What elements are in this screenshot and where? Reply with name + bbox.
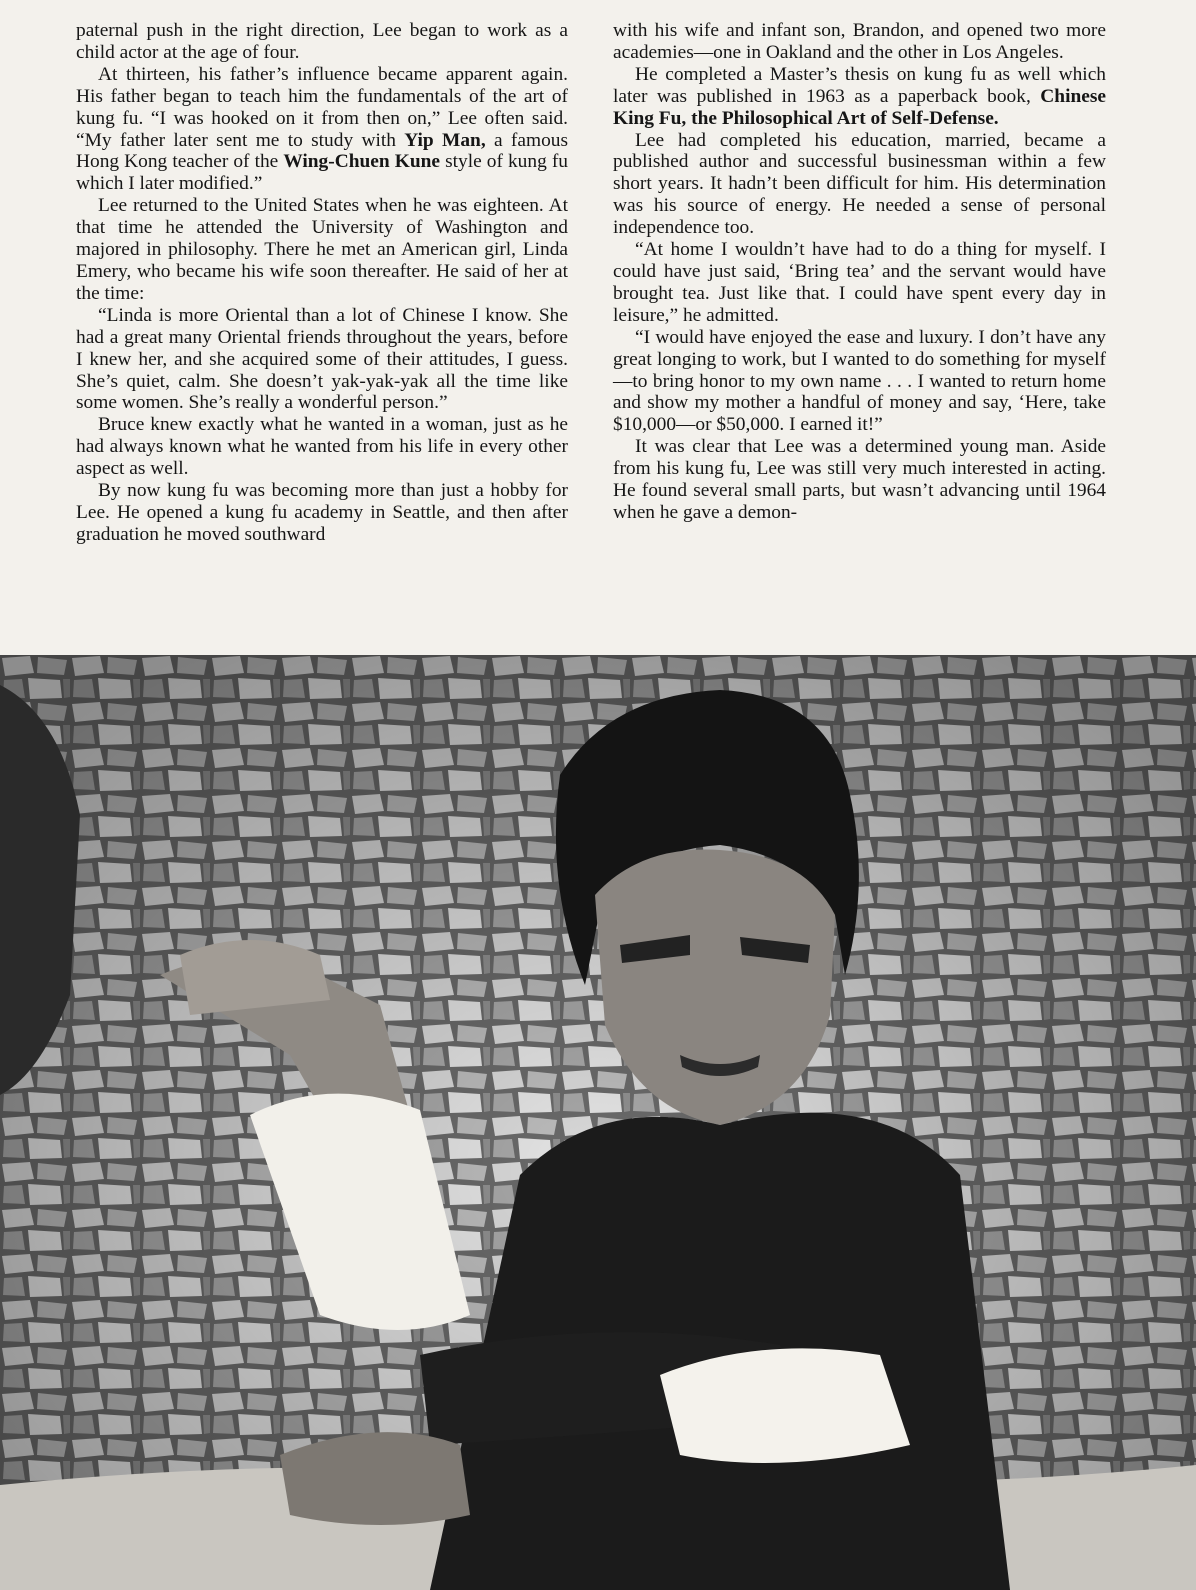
- bold-term: Yip Man,: [404, 129, 486, 151]
- article-paragraph: [76, 195, 568, 305]
- article-paragraph: [613, 239, 1106, 327]
- bold-term: Chinese King Fu, the Philosophical Art of Self-Defense.: [613, 85, 1106, 129]
- paragraph-text: with his wife and infant son, Brandon, and opened two more academies—one in Oakland and the other in Los Angeles.: [613, 20, 1106, 63]
- paragraph-text: a famous Hong Kong teacher of the: [76, 129, 568, 173]
- article-paragraph: [613, 327, 1106, 437]
- paragraph-text: “I would have enjoyed the ease and luxury. I don’t have any great longing to work, but I wanted to do something for myself—to bring honor to my own name . . . I wanted to return home and show my mother a handful of money and say, ‘Here, take $10,000—or $50,000. I earned it!”: [613, 326, 1106, 436]
- paragraph-text: By now kung fu was becoming more than just a hobby for Lee. He opened a kung fu academy in Seattle, and then after graduation he moved southward: [76, 480, 568, 545]
- article-paragraph: [613, 64, 1106, 130]
- paragraph-text: paternal push in the right direction, Lee began to work as a child actor at the age of four.: [76, 20, 568, 63]
- paragraph-text: Bruce knew exactly what he wanted in a woman, just as he had always known what he wanted from his life in every other aspect as well.: [76, 414, 568, 480]
- article-paragraph: [613, 130, 1106, 240]
- article-paragraph: [613, 20, 1106, 64]
- article-paragraph: [76, 64, 568, 195]
- article-column-left: [76, 20, 568, 546]
- paragraph-text: “Linda is more Oriental than a lot of Chinese I know. She had a great many Oriental friends throughout the years, before I knew her, and she acquired some of their attitudes, I guess. She’s quiet, calm. She doesn’t yak-yak-yak all the time like some women. She’s really a wonderful person.”: [76, 304, 568, 414]
- article-paragraph: [76, 305, 568, 415]
- article-paragraph: [76, 480, 568, 546]
- bold-term: Wing-Chuen Kune: [283, 151, 440, 173]
- paragraph-text: Lee had completed his education, married, became a published author and successful businessman within a few short years. It hadn’t been difficult for him. His determination was his source of energy. He needed a sense of personal independence too.: [613, 129, 1106, 239]
- article-paragraph: [613, 436, 1106, 524]
- paragraph-text: Lee returned to the United States when he was eighteen. At that time he attended the University of Washington and majored in philosophy. There he met an American girl, Linda Emery, who became his wife soon thereafter. He said of her at the time:: [76, 195, 568, 304]
- photo-illustration: [0, 655, 1196, 1590]
- article-paragraph: [76, 20, 568, 64]
- paragraph-text: It was clear that Lee was a determined young man. Aside from his kung fu, Lee was still very much interested in acting. He found several small parts, but wasn’t advancing until 1964 when he gave a demon-: [613, 436, 1106, 523]
- article-column-right: [613, 20, 1106, 524]
- article-photo: [0, 655, 1196, 1590]
- paragraph-text: He completed a Master’s thesis on kung fu as well which later was published in 1963 as a paperback book,: [613, 63, 1106, 107]
- paragraph-text: style of kung fu which I later modified.”: [76, 151, 568, 195]
- paragraph-text: “At home I wouldn’t have had to do a thing for myself. I could have just said, ‘Bring tea’ and the servant would have brought tea. Just like that. I could have spent every day in leisure,” he admitted.: [613, 239, 1106, 326]
- article-paragraph: [76, 414, 568, 480]
- paragraph-text: At thirteen, his father’s influence became apparent again. His father began to teach him the fundamentals of the art of kung fu. “I was hooked on it from then on,” Lee often said. “My father later sent me to study with: [76, 63, 568, 151]
